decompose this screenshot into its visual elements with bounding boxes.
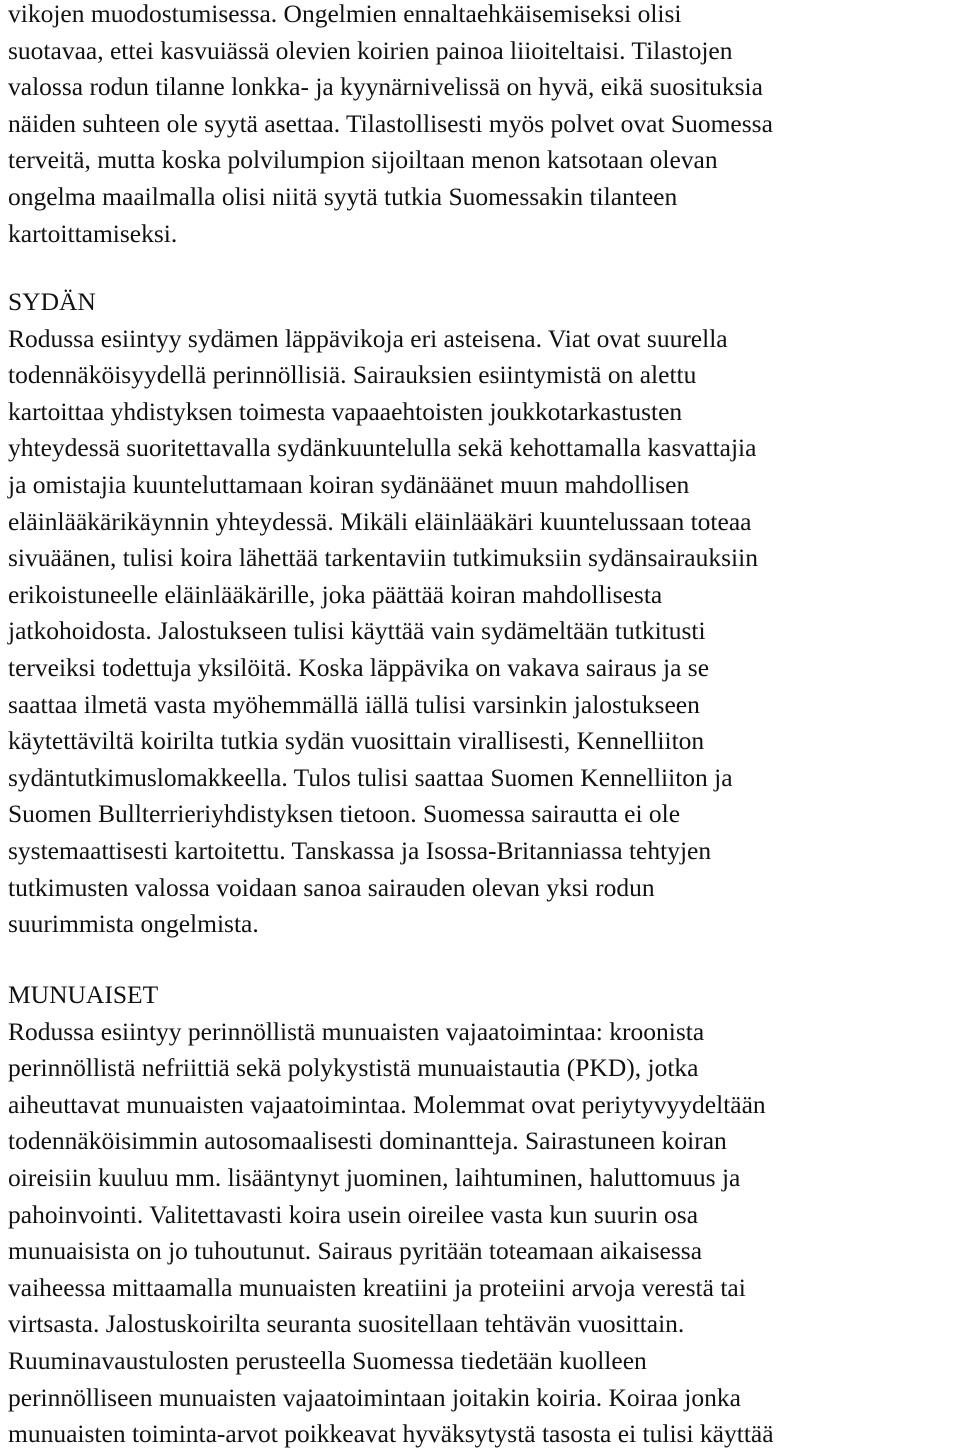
text-line: todennäköisyydellä perinnöllisiä. Sairauksien esiintymistä on alettu (8, 360, 697, 390)
text-line: perinnölliseen munuaisten vajaatoimintaan joitakin koiria. Koiraa jonka (8, 1382, 741, 1412)
text-line: ongelma maailmalla olisi niitä syytä tutkia Suomessakin tilanteen (8, 181, 678, 211)
text-line: pahoinvointi. Valitettavasti koira usein oireilee vasta kun suurin osa (8, 1199, 699, 1229)
text-line: perinnöllistä nefriittiä sekä polykystistä munuaistautia (PKD), jotka (8, 1053, 699, 1083)
text-line: erikoistuneelle eläinlääkärille, joka päättää koiran mahdollisesta (8, 579, 663, 609)
text-line: näiden suhteen ole syytä asettaa. Tilastollisesti myös polvet ovat Suomessa (8, 108, 773, 138)
text-line: aiheuttavat munuaisten vajaatoimintaa. Molemmat ovat periytyvyydeltään (8, 1089, 766, 1119)
text-line: suurimmista ongelmista. (8, 909, 259, 939)
text-line: sivuäänen, tulisi koira lähettää tarkentaviin tutkimuksiin sydänsairauksiin (8, 543, 758, 573)
text-line: terveitä, mutta koska polvilumpion sijoiltaan menon katsotaan olevan (8, 145, 718, 175)
text-line: ja omistajia kuunteluttamaan koiran sydänäänet muun mahdollisen (8, 469, 690, 499)
text-line: suotavaa, ettei kasvuiässä olevien koirien painoa liioiteltaisi. Tilastojen (8, 35, 733, 65)
text-line: Rodussa esiintyy perinnöllistä munuaisten vajaatoimintaa: kroonista (8, 1016, 705, 1046)
text-line: kartoittamiseksi. (8, 218, 178, 248)
text-line: terveiksi todettuja yksilöitä. Koska läppävika on vakava sairaus ja se (8, 652, 710, 682)
text-line: vaiheessa mittaamalla munuaisten kreatiini ja proteiini arvoja verestä tai (8, 1272, 746, 1302)
text-line: oireisiin kuuluu mm. lisääntynyt juominen, laihtuminen, haluttomuus ja (8, 1162, 741, 1192)
text-line: munuaisista on jo tuhoutunut. Sairaus pyritään toteamaan aikaisessa (8, 1236, 703, 1266)
text-line: vikojen muodostumisessa. Ongelmien ennaltaehkäisemiseksi olisi (8, 0, 682, 28)
text-line: systemaattisesti kartoitettu. Tanskassa ja Isossa-Britanniassa tehtyjen (8, 835, 712, 865)
text-line: Ruuminavaustulosten perusteella Suomessa tiedetään kuolleen (8, 1345, 647, 1375)
munuaiset-section (8, 977, 960, 1451)
text-line: yhteydessä suoritettavalla sydänkuuntelulla sekä kehottamalla kasvattajia (8, 433, 757, 463)
section-heading-sydan: SYDÄN (8, 287, 96, 316)
text-line: valossa rodun tilanne lonkka- ja kyynärnivelissä on hyvä, eikä suosituksia (8, 72, 763, 102)
text-line: munuaisten toiminta-arvot poikkeavat hyväksytystä tasosta ei tulisi käyttää (8, 1419, 774, 1449)
text-line: kartoittaa yhdistyksen toimesta vapaaehtoisten joukkotarkastusten (8, 396, 683, 426)
section-heading-munuaiset: MUNUAISET (8, 980, 159, 1009)
text-line: eläinlääkärikäynnin yhteydessä. Mikäli eläinlääkäri kuuntelussaan toteaa (8, 506, 752, 536)
intro-paragraph (8, 0, 960, 252)
text-line: sydäntutkimuslomakkeella. Tulos tulisi saattaa Suomen Kennelliiton ja (8, 762, 733, 792)
text-line: saattaa ilmetä vasta myöhemmällä iällä tulisi varsinkin jalostukseen (8, 689, 700, 719)
text-line: tutkimusten valossa voidaan sanoa sairauden olevan yksi rodun (8, 872, 655, 902)
text-line: Suomen Bullterrieriyhdistyksen tietoon. Suomessa sairautta ei ole (8, 799, 681, 829)
text-line: käytettäviltä koirilta tutkia sydän vuosittain virallisesti, Kennelliiton (8, 726, 705, 756)
text-line: jatkohoidosta. Jalostukseen tulisi käyttää vain sydämeltään tutkitusti (8, 616, 706, 646)
text-line: Rodussa esiintyy sydämen läppävikoja eri asteisena. Viat ovat suurella (8, 323, 728, 353)
text-line: todennäköisimmin autosomaalisesti dominantteja. Sairastuneen koiran (8, 1126, 727, 1156)
text-line: virtsasta. Jalostuskoirilta seuranta suositellaan tehtävän vuosittain. (8, 1309, 685, 1339)
sydan-section (8, 284, 960, 943)
